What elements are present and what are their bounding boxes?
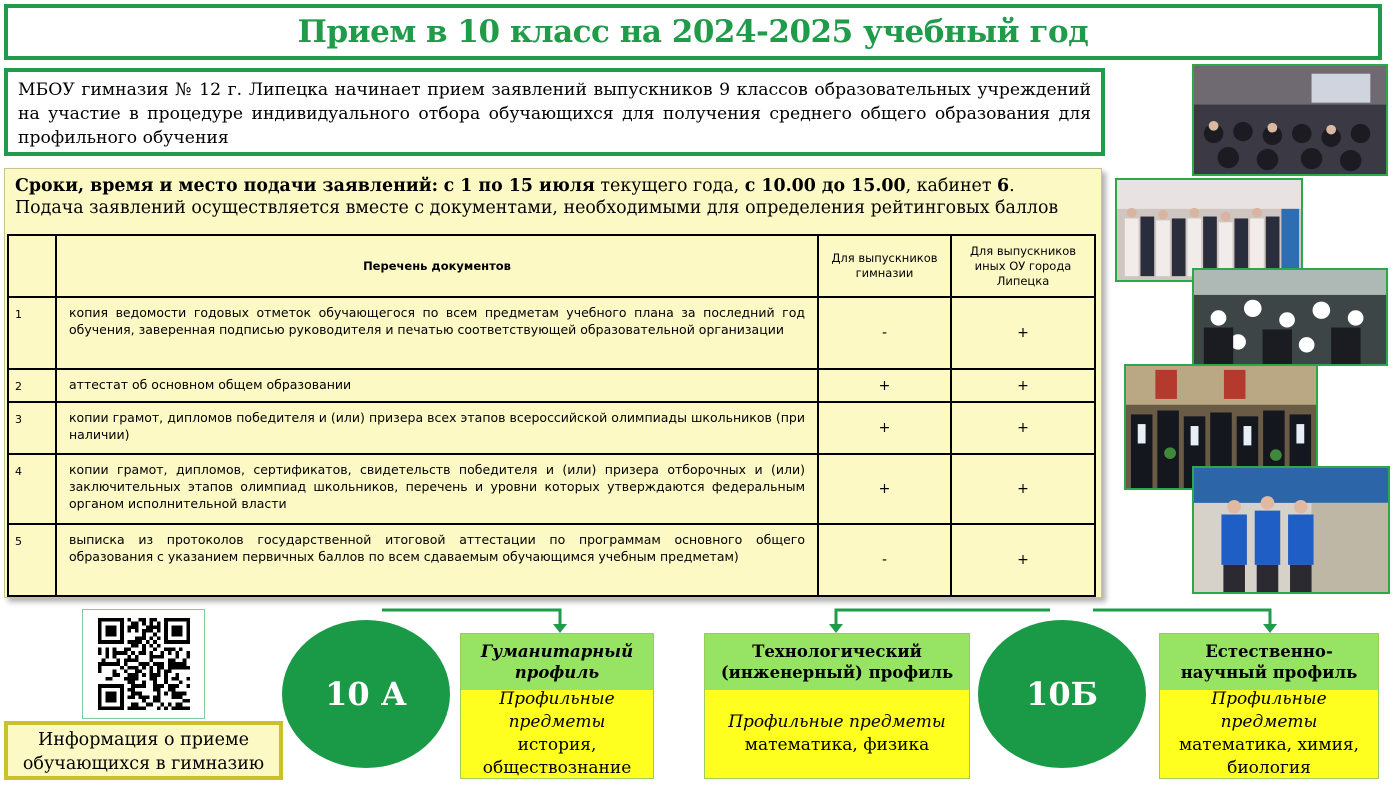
row-col2: + xyxy=(951,297,1095,369)
row-text: копии грамот, дипломов победителя и (или) призера всех этапов всероссийской олимпиады школьников (при наличии) xyxy=(56,402,818,454)
photo-conference-hall xyxy=(1192,64,1388,176)
profile-humanities-header xyxy=(461,634,653,690)
admission-info-box xyxy=(4,721,283,780)
row-num: 4 xyxy=(8,454,56,524)
row-col1: - xyxy=(818,524,951,596)
header-col1: Для выпускников гимназии xyxy=(818,235,951,297)
profile-subject: биология xyxy=(1227,758,1311,778)
row-col2: + xyxy=(951,369,1095,402)
deadline-dates: с 1 по 15 июля xyxy=(443,176,595,196)
title-banner xyxy=(4,4,1382,60)
deadline-line2: Подача заявлений осуществляется вместе с документами, необходимыми для определения рейтинговых баллов xyxy=(15,198,1059,218)
row-text: аттестат об основном общем образовании xyxy=(56,369,818,402)
class-10b-label: 10Б xyxy=(1026,675,1098,713)
profile-technology xyxy=(704,633,970,779)
table-row xyxy=(8,369,1095,402)
table-row xyxy=(8,402,1095,454)
row-num: 5 xyxy=(8,524,56,596)
info-line2: обучающихся в гимназию xyxy=(22,754,265,774)
profile-subjects-label: Профильные предметы xyxy=(728,712,946,732)
class-10a-circle xyxy=(282,620,450,768)
profile-subject: история, xyxy=(517,735,597,755)
row-col1: + xyxy=(818,454,951,524)
info-line1: Информация о приеме xyxy=(38,730,249,750)
deadline-label: Сроки, время и место подачи заявлений: xyxy=(15,176,439,196)
deadline-period: . xyxy=(1009,176,1015,196)
profile-subject: математика, физика xyxy=(744,735,930,755)
profile-subjects-label: предметы xyxy=(1220,712,1318,732)
profile-subjects-label: Профильные xyxy=(499,689,615,709)
profile-subjects-label: Профильные xyxy=(1211,689,1327,709)
profile-title: научный профиль xyxy=(1180,663,1358,682)
profile-subject: математика, химия, xyxy=(1178,735,1360,755)
row-text: копия ведомости годовых отметок обучающегося по всем предметам учебного плана за последний год обучения, заверенная подписью руководителя и печатью соответствующей образовательной организации xyxy=(56,297,818,369)
row-col2: + xyxy=(951,454,1095,524)
table-row xyxy=(8,524,1095,596)
header-docs: Перечень документов xyxy=(56,235,818,297)
class-10b-circle xyxy=(978,620,1146,768)
profile-title: (инженерный) профиль xyxy=(720,663,954,682)
table-row xyxy=(8,454,1095,524)
profile-title: Технологический xyxy=(752,642,922,661)
profile-subject: обществознание xyxy=(482,758,632,778)
table-row xyxy=(8,297,1095,369)
profile-title: Естественно- xyxy=(1205,642,1333,661)
photo-snowflakes-group xyxy=(1192,268,1388,366)
deadline-time: с 10.00 до 15.00 xyxy=(744,176,906,196)
table-header-row xyxy=(8,235,1095,297)
deadline-text xyxy=(5,169,1101,219)
profile-natural-science-header xyxy=(1160,634,1378,690)
deadline-room-text: , кабинет xyxy=(905,176,992,196)
row-col1: - xyxy=(818,297,951,369)
page-title: Прием в 10 класс на 2024-2025 учебный год xyxy=(297,14,1089,50)
row-num: 2 xyxy=(8,369,56,402)
deadline-panel xyxy=(4,168,1102,598)
profile-title: Гуманитарный xyxy=(480,642,634,661)
profile-natural-science-body xyxy=(1160,690,1378,778)
header-col2: Для выпускников иных ОУ города Липецка xyxy=(951,235,1095,297)
photo-collage xyxy=(1114,64,1390,594)
profile-subjects-label: предметы xyxy=(508,712,606,732)
intro-text: МБОУ гимназия № 12 г. Липецка начинает прием заявлений выпускников 9 классов образовательных учреждений на участие в процедуре индивидуального отбора обучающихся для получения среднего общего образования для профильного обучения xyxy=(18,80,1091,148)
photo-ball-group xyxy=(1115,178,1303,282)
row-text: выписка из протоколов государственной итоговой аттестации по программам основного общего образования с указанием первичных баллов по всем сдаваемым обучающимся учебным предметам) xyxy=(56,524,818,596)
row-col1: + xyxy=(818,369,951,402)
row-text: копии грамот, дипломов, сертификатов, свидетельств победителя и (или) призера отборочных и (или) заключительных этапов олимпиад школьников, перечень и уровни которых утверждаются федеральным органом исполнительной власти xyxy=(56,454,818,524)
profile-humanities xyxy=(460,633,654,779)
deadline-year-text: текущего года, xyxy=(600,176,740,196)
profile-humanities-body xyxy=(461,690,653,778)
profile-technology-body xyxy=(705,690,969,778)
profile-natural-science xyxy=(1159,633,1379,779)
row-col2: + xyxy=(951,524,1095,596)
profile-technology-header xyxy=(705,634,969,690)
photo-youth-forum xyxy=(1192,466,1390,594)
class-10a-label: 10 А xyxy=(325,675,407,713)
intro-box xyxy=(4,68,1105,156)
header-num-cell xyxy=(8,235,56,297)
documents-table xyxy=(7,234,1096,597)
profile-title: профиль xyxy=(514,663,600,682)
row-col2: + xyxy=(951,402,1095,454)
row-num: 3 xyxy=(8,402,56,454)
deadline-room: 6 xyxy=(996,176,1010,196)
row-num: 1 xyxy=(8,297,56,369)
row-col1: + xyxy=(818,402,951,454)
